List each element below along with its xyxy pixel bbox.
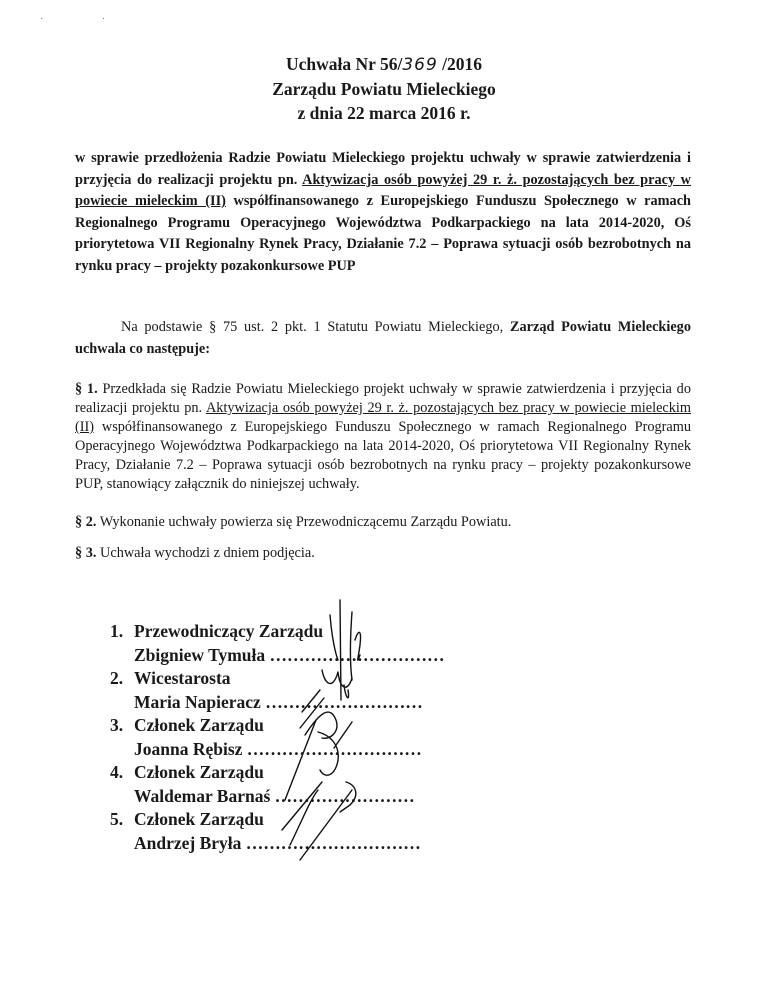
signature-line: ………………………… [242, 738, 422, 759]
paragraph-2: § 2. Wykonanie uchwały powierza się Przewodniczącemu Zarządu Powiatu. [75, 514, 512, 530]
handwritten-number: 369 [402, 55, 438, 75]
paragraph-mark: § 3. [75, 545, 97, 561]
signatory-name: Waldemar Barnaś [134, 785, 271, 806]
paragraph-mark: § 2. [75, 514, 97, 530]
scan-specks: · · [40, 14, 134, 25]
title-prefix: Uchwała Nr 56/ [285, 54, 403, 74]
resolution-subject: w sprawie przedłożenia Radzie Powiatu Mieleckiego projektu uchwały w sprawie zatwierdzenia i przyjęcia do realizacji projektu pn. Aktywizacja osób powyżej 29 r. ż. pozostających bez pracy w powiecie mieleckim (II) współfinansowanego z Europejskiego Funduszu Społecznego w ramach Regionalnego Programu Operacyjnego Województwa Podkarpackiego na lata 2014-2020, Oś priorytetowa VII Regionalny Rynek Pracy, Działanie 7.2 – Poprawa sytuacji osób bezrobotnych na rynku pracy – projekty pozakonkursowe PUP [75, 150, 692, 274]
signatory-role: Członek Zarządu [134, 809, 264, 829]
legal-basis: Na podstawie § 75 ust. 2 pkt. 1 Statutu Powiatu Mieleckiego, Zarząd Powiatu Mieleckiego uchwala co następuje: [75, 319, 691, 357]
signatory-item: 4. Członek Zarządu Waldemar Barnaś …………………… [110, 762, 415, 806]
signature-line: …………………… [270, 785, 415, 806]
signatory-name: Zbigniew Tymuła [134, 644, 266, 665]
signature-line: ………………………… [265, 644, 445, 665]
signatory-item: 3. Członek Zarządu Joanna Rębisz ………………………… [110, 715, 422, 759]
signature-line: ………………………… [241, 832, 421, 853]
paragraph-3: § 3. Uchwała wychodzi z dniem podjęcia. [75, 545, 315, 561]
title-suffix: /2016 [437, 54, 483, 74]
resolution-header [0, 52, 768, 125]
project-name: Aktywizacja osób powyżej 29 r. ż. pozostających bez pracy w powiecie mieleckim (II) [75, 171, 692, 210]
signatory-name: Maria Napieracz [134, 691, 261, 712]
signatory-name: Joanna Rębisz [134, 738, 243, 759]
resolution-title [0, 52, 768, 77]
signatory-role: Przewodniczący Zarządu [134, 621, 324, 641]
signatory-role: Wicestarosta [134, 668, 231, 688]
signatory-name: Andrzej Bryła [134, 832, 242, 853]
signatory-item: 2. Wicestarosta Maria Napieracz ……………………… [110, 668, 423, 712]
paragraph-1: § 1. Przedkłada się Radzie Powiatu Mieleckiego projekt uchwały w sprawie zatwierdzenia i przyjęcia do realizacji projektu pn. Aktywizacja osób powyżej 29 r. ż. pozostających bez pracy w powiecie mieleckim (II) współfinansowanego z Europejskiego Funduszu Społecznego w ramach Regionalnego Programu Operacyjnego Województwa Podkarpackiego na lata 2014-2020, Oś priorytetowa VII Regionalny Rynek Pracy, Działanie 7.2 – Poprawa sytuacji osób bezrobotnych na rynku pracy – projekty pozakonkursowe PUP, stanowiący załącznik do niniejszej uchwały. [75, 381, 692, 492]
signatory-item: 5. Członek Zarządu Andrzej Bryła ………………………… [110, 809, 421, 853]
paragraph-mark: § 1. [75, 381, 98, 397]
signatory-item: 1. Przewodniczący Zarządu Zbigniew Tymuła ………………………… [110, 621, 445, 665]
signatory-role: Członek Zarządu [134, 715, 264, 735]
signatory-list [110, 620, 450, 855]
signatory-role: Członek Zarządu [134, 762, 264, 782]
signature-line: ……………………… [260, 691, 423, 712]
resolution-date: z dnia 22 marca 2016 r. [297, 103, 471, 123]
issuing-board: Zarządu Powiatu Mieleckiego [272, 79, 496, 99]
project-name: Aktywizacja osób powyżej 29 r. ż. pozostających bez pracy w powiecie mieleckim (II) [75, 400, 692, 435]
